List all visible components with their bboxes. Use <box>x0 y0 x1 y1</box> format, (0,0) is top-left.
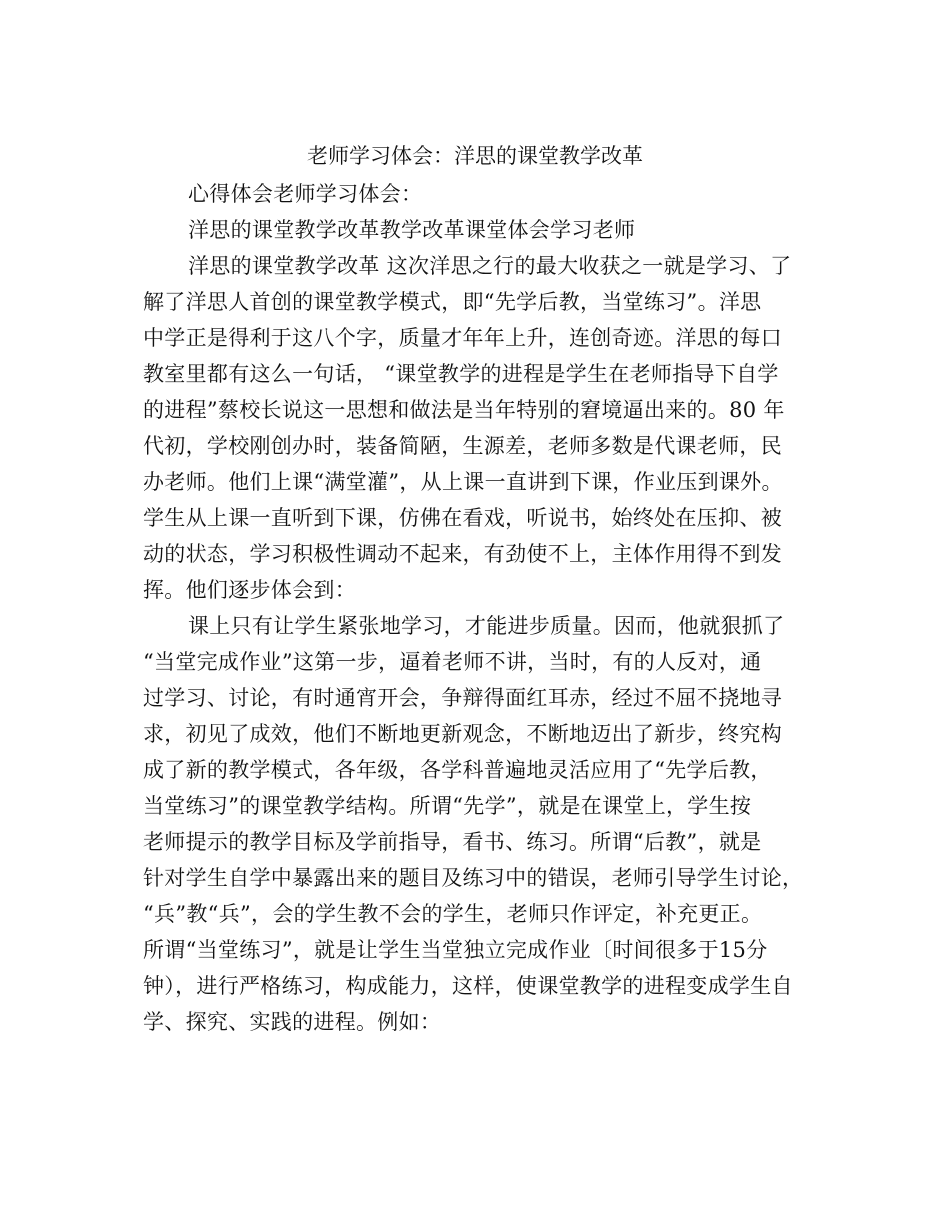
paragraph-line: 老师提示的教学目标及学前指导，看书、练习。所谓“后教”，就是 <box>143 830 762 854</box>
paragraph-line: 求，初见了成效，他们不断地更新观念，不断地迈出了新步，终究构 <box>143 722 782 746</box>
paragraph-line: 洋思的课堂教学改革教学改革课堂体会学习老师 <box>188 218 636 242</box>
paragraph-line: 代初，学校刚创办时，装备简陋，生源差，老师多数是代课老师，民 <box>143 434 782 458</box>
paragraph-line: 挥。他们逐步体会到： <box>143 578 356 602</box>
paragraph-line: 当堂练习”的课堂教学结构。所谓“先学”，就是在课堂上，学生按 <box>143 794 752 818</box>
paragraph-line: 动的状态，学习积极性调动不起来，有劲使不上，主体作用得不到发 <box>143 542 782 566</box>
paragraph-line: “当堂完成作业”这第一步，逼着老师不讲，当时，有的人反对，通 <box>143 650 762 674</box>
paragraph-line: 中学正是得利于这八个字，质量才年年上升，连创奇迹。洋思的每口 <box>143 326 782 350</box>
document-title: 老师学习体会：洋思的课堂教学改革 <box>307 144 643 168</box>
paragraph-line: 教室里都有这么一句话， “课堂教学的进程是学生在老师指导下自学 <box>143 362 779 386</box>
paragraph-line: 学、探究、实践的进程。例如： <box>143 1010 442 1034</box>
paragraph-line: 学生从上课一直听到下课，仿佛在看戏，听说书，始终处在压抑、被 <box>143 506 782 530</box>
paragraph-line: 钟），进行严格练习，构成能力，这样，使课堂教学的进程变成学生自 <box>143 974 793 998</box>
paragraph-line: 针对学生自学中暴露出来的题目及练习中的错误，老师引导学生讨论， <box>143 866 804 890</box>
paragraph-line: 解了洋思人首创的课堂教学模式，即“先学后教，当堂练习”。洋思 <box>143 290 762 314</box>
paragraph-line: 所谓“当堂练习”，就是让学生当堂独立完成作业〔时间很多于15分 <box>143 938 768 962</box>
paragraph-line: 心得体会老师学习体会： <box>188 182 423 206</box>
paragraph-line: 课上只有让学生紧张地学习，才能进步质量。因而，他就狠抓了 <box>188 614 785 638</box>
paragraph-line: 过学习、讨论，有时通宵开会，争辩得面红耳赤，经过不屈不挠地寻 <box>143 686 782 710</box>
paragraph-line: 的进程”蔡校长说这一思想和做法是当年特别的窘境逼出来的。80 年 <box>143 398 785 422</box>
paragraph-line: “兵”教“兵”，会的学生教不会的学生，老师只作评定，补充更正。 <box>143 902 763 926</box>
paragraph-line: 办老师。他们上课“满堂灌”，从上课一直讲到下课，作业压到课外。 <box>143 470 783 494</box>
paragraph-line: 成了新的教学模式，各年级，各学科普遍地灵活应用了“先学后教， <box>143 758 772 782</box>
paragraph-line: 洋思的课堂教学改革 这次洋思之行的最大收获之一就是学习、了 <box>188 254 792 278</box>
